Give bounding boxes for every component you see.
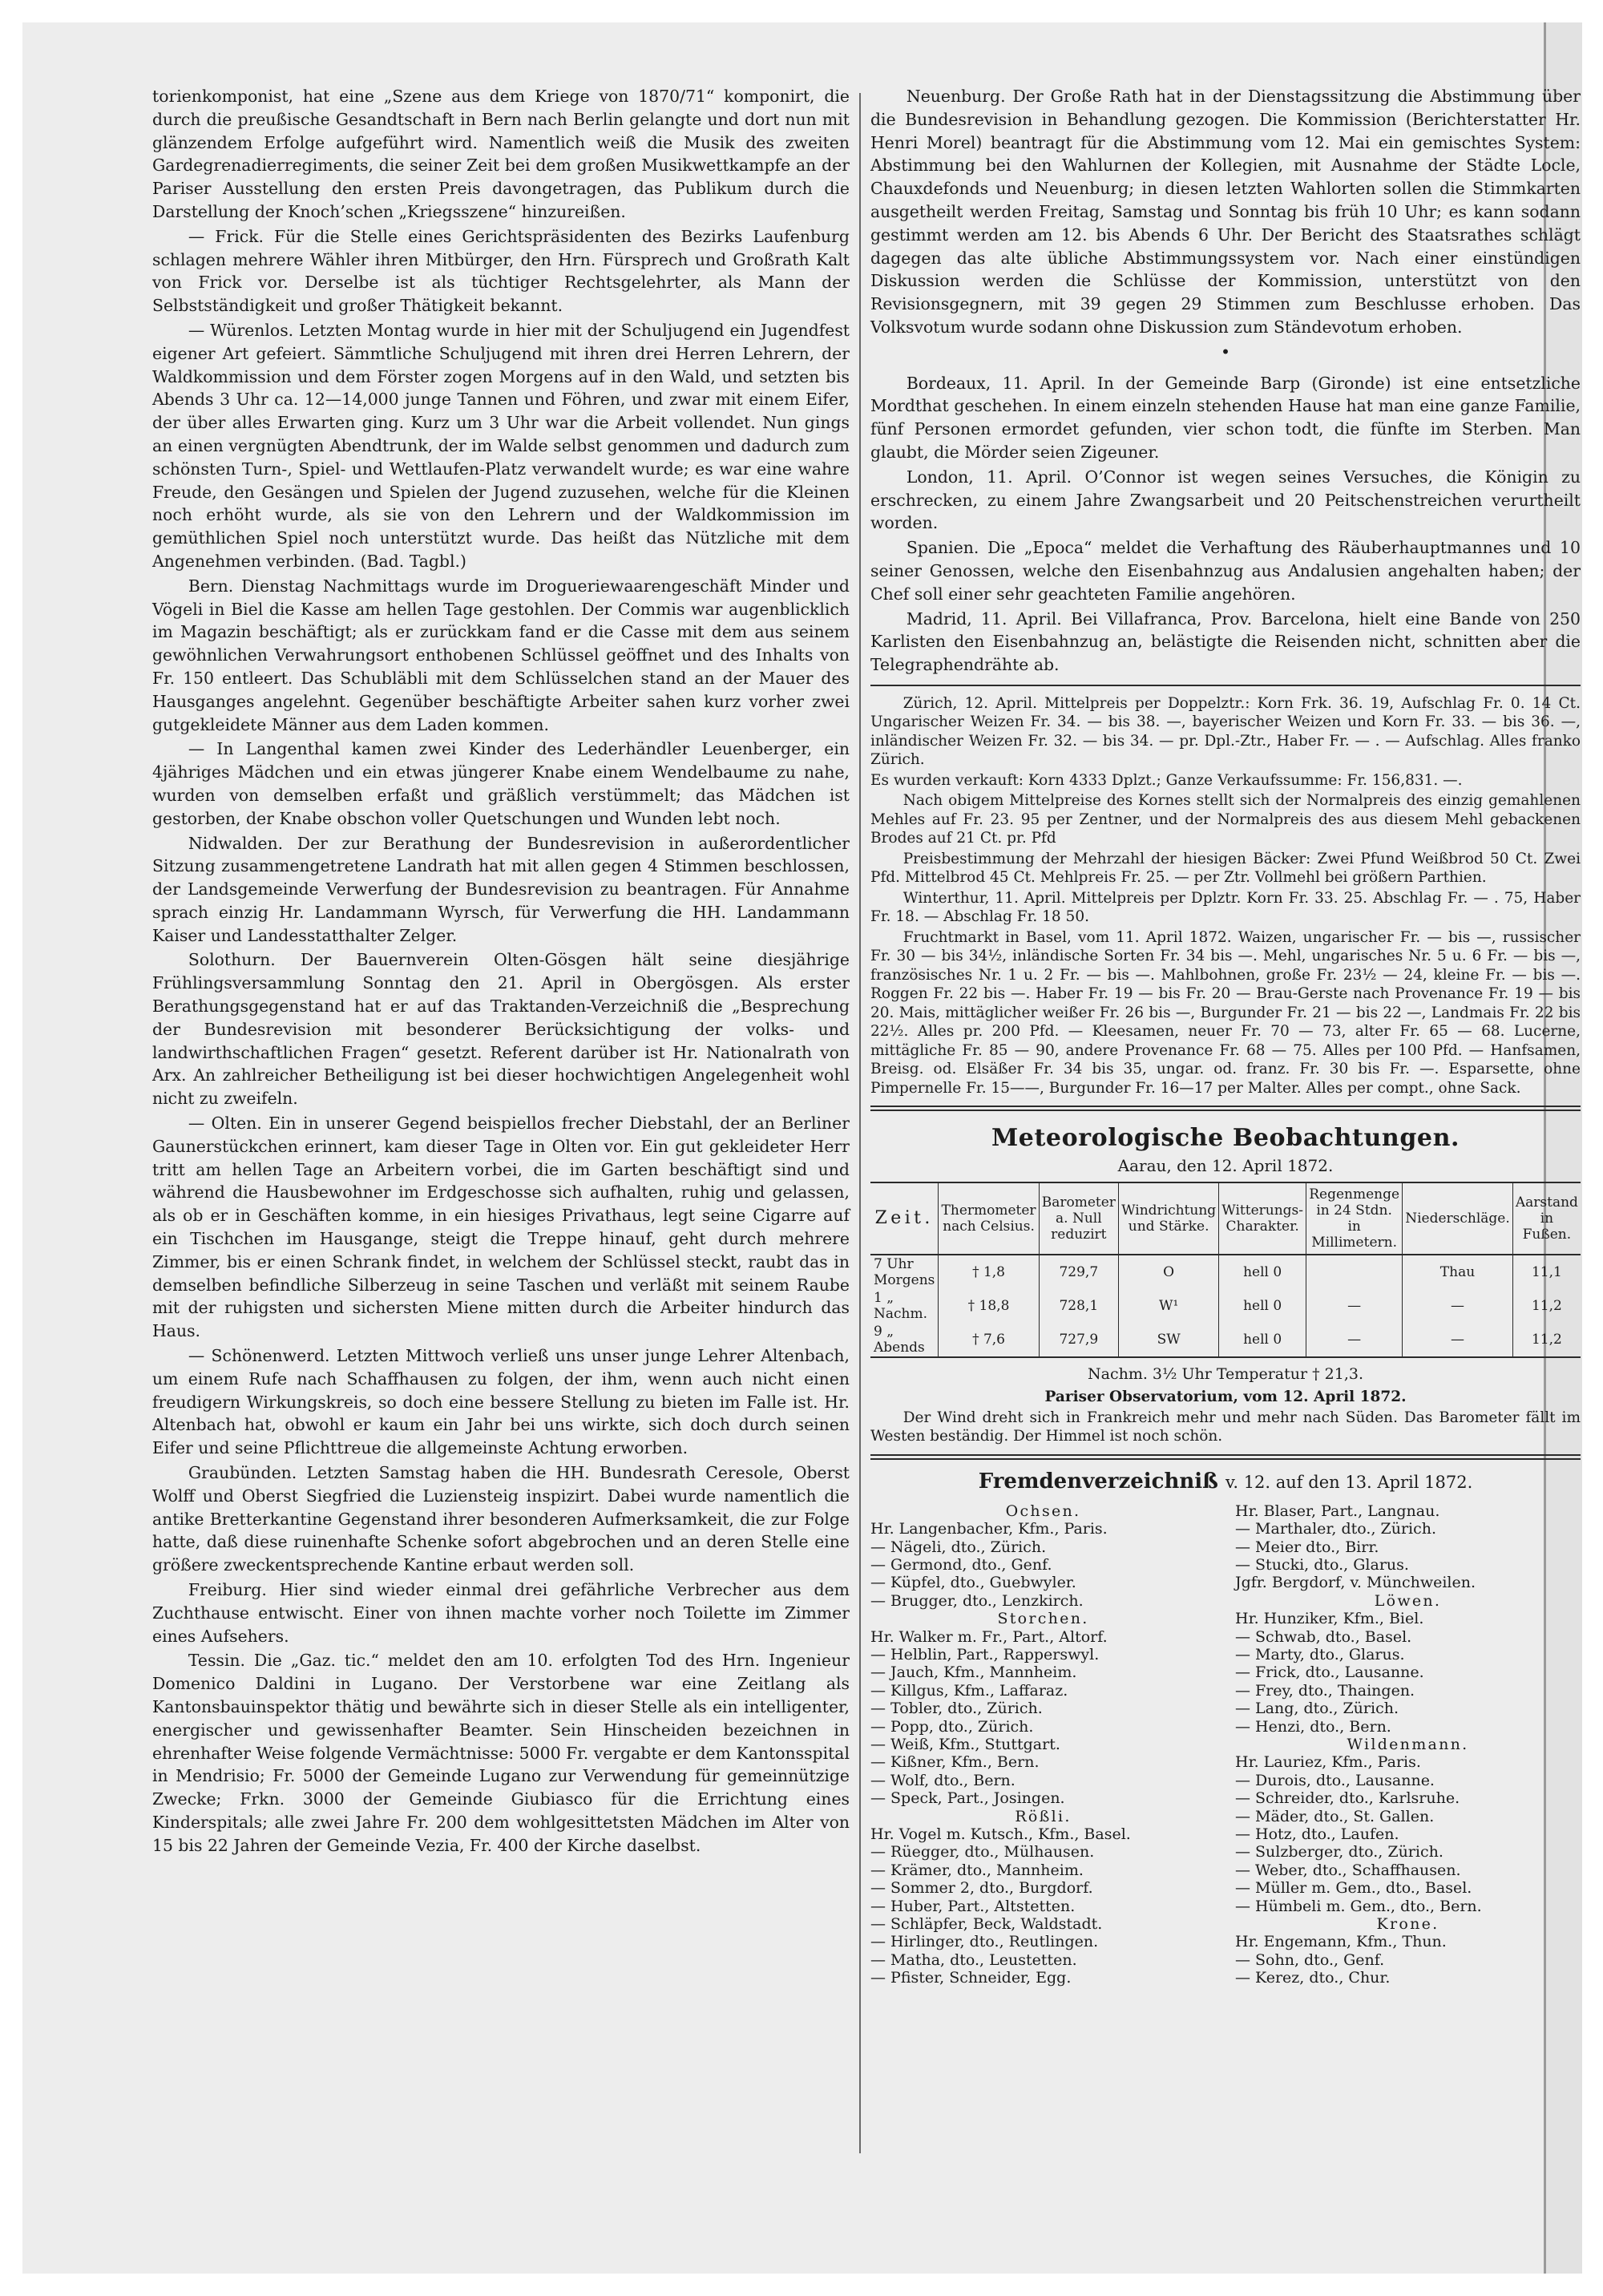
guest-entry: — Helblin, Part., Rapperswyl. [870, 1645, 1100, 1663]
guest-entry: — Hirlinger, dto., Reutlingen. [870, 1933, 1099, 1951]
guest-entry: — Germond, dto., Genf. [870, 1555, 1052, 1574]
article-bordeaux: Bordeaux, 11. April. In der Gemeinde Barp (Gironde) ist eine entsetzliche Mordthat geschehen. In einem einzeln stehenden Hause hat man eine ganze Familie, fünf Personen ermordet gefunden, vier schon todt, die fünfte im Sterben. Man glaubt, die Mörder seien Zigeuner. [870, 373, 1581, 462]
weather-cell: SW [1119, 1323, 1219, 1357]
weather-note: Nachm. 3½ Uhr Temperatur † 21,3. [1088, 1365, 1363, 1384]
guest-entry: Hr. Lauriez, Kfm., Paris. [1235, 1753, 1421, 1772]
column-divider [859, 93, 861, 2153]
guest-entry: — Stucki, dto., Glarus. [1235, 1555, 1409, 1574]
guest-entry: — Nägeli, dto., Zürich. [870, 1538, 1047, 1556]
weather-cell: † 1,8 [939, 1255, 1039, 1289]
guest-entry: — Pfister, Schneider, Egg. [870, 1969, 1072, 1987]
market-reports [870, 694, 1581, 1098]
guest-entry: — Weiß, Kfm., Stuttgart. [870, 1736, 1060, 1753]
market-normal-price: Nach obigem Mittelpreise des Kornes stellt sich der Normalpreis des einzig gemahlenen Mehles auf Fr. 23. 95 per Zentner, und der Normalpreis des aus diesem Mehl gebackenen Brodes auf 21 Ct. pr. Pfd [870, 792, 1581, 847]
article-langenthal: — In Langenthal kamen zwei Kinder des Lederhändler Leuenberger, ein 4jähriges Mädchen und ein etwas jüngerer Knabe einem Wendelbaume zu nahe, wurden von demselben erfaßt und gräßlich verstümmelt; das Mädchen ist gestorben, der Knabe obschon voller Quetschungen und Wunden lebt noch. [152, 739, 850, 828]
article-olten: — Olten. Ein in unserer Gegend beispiellos frecher Diebstahl, der an Berliner Gaunerstückchen erinnert, kam dieser Tage in Olten vor. Ein gut gekleideter Herr tritt am hellen Tage an Arbeitern vorbei, die im Garten beschäftigt sind und während die Hausbewohner im Erdgeschosse sich aufhalten, ruhig und gelassen, als ob er in Geschäften komme, in ein hiesiges Privathaus, legt seine Cigarre auf ein Tischchen im Hausgange, steigt die Treppe hinauf, geht durch mehrere Zimmer, bis er einen Schrank findet, in welchem der Schlüssel steckt, raubt das in demselben befindliche Silberzeug in seine Taschen und verläßt mit seinem Raube mit der ruhigsten und sichersten Miene mitten durch die Arbeiter hindurch das Haus. [152, 1114, 850, 1341]
weather-header: Regenmenge in 24 Stdn. in Millimetern. [1306, 1182, 1403, 1255]
weather-section [870, 1122, 1581, 1445]
guest-entry: — Sohn, dto., Genf. [1235, 1950, 1385, 1969]
guest-entry: — Marty, dto., Glarus. [1235, 1645, 1405, 1663]
guest-entry: — Henzi, dto., Bern. [1235, 1717, 1391, 1736]
guest-entry: Jgfr. Bergdorf, v. Münchweilen. [1235, 1574, 1476, 1592]
paris-observatory-text: Der Wind dreht sich in Frankreich mehr und mehr nach Süden. Das Barometer fällt im Westen beständig. Der Himmel ist noch schön. [870, 1409, 1581, 1445]
weather-cell: — [1403, 1323, 1513, 1357]
article-schoenenwerd: — Schönenwerd. Letzten Mittwoch verließ uns unser junge Lehrer Altenbach, um einem Rufe nach Schaffhausen zu folgen, der ihm, wenn auch nicht einen freudigern Wirkungskreis, so doch eine bessere Stellung zu bieten im Falle ist. Hr. Altenbach hat, obwohl er kaum ein Jahr bei uns wirkte, sich doch durch seinen Eifer und seine Pflichttreue die allgemeinste Achtung erworben. [152, 1346, 850, 1458]
guest-entry: — Küpfel, dto., Guebwyler. [870, 1574, 1076, 1592]
weather-title: Meteorologische Beobachtungen. [991, 1124, 1460, 1153]
hotel-name: Wildenmann. [1347, 1736, 1469, 1753]
weather-cell: 1 „ Nachm. [874, 1290, 928, 1323]
article-madrid: Madrid, 11. April. Bei Villafranca, Prov. Barcelona, hielt eine Bande von 250 Karlisten den Eisenbahnzug an, belästigte die Reisenden nicht, schnitten aber die Telegraphendrähte ab. [870, 608, 1581, 675]
guest-entry: — Kerez, dto., Chur. [1235, 1969, 1391, 1987]
article-neuenburg: Neuenburg. Der Große Rath hat in der Dienstagssitzung die Abstimmung über die Bundesrevision in Behandlung gezogen. Die Kommission (Berichterstatter Hr. Henri Morel) beantragt für die Abstimmung vom 12. Mai ein gemischtes System: Abstimmung bei den Wahlurnen der Kollegien, mit Ausnahme der Städte Locle, Chauxdefonds und Neuenburg; in diesen letzten Wahlorten sollen die Stimmkarten ausgetheilt werden Freitag, Samstag und Sonntag bis früh 10 Uhr; es kann sodann gestimmt werden am 12. bis Abends 6 Uhr. Der Bericht des Staatsrathes schlägt dagegen das alte übliche Abstimmungssystem vor. Nach einer einstündigen Diskussion werden die Schlüsse der Kommission, unterstützt von den Revisionsgegnern, mit 39 gegen 29 Stimmen zum Beschlusse erhoben. Das Volksvotum wurde sodann ohne Diskussion zum Ständevotum erhoben. [870, 87, 1581, 337]
guest-entry: — Jauch, Kfm., Mannheim. [870, 1663, 1077, 1682]
guest-entry: — Kißner, Kfm., Bern. [870, 1753, 1040, 1772]
market-winterthur: Winterthur, 11. April. Mittelpreis per Dplztr. Korn Fr. 33. 25. Abschlag Fr. — . 75, Haber Fr. 18. — Abschlag Fr. 18 50. [870, 889, 1581, 926]
weather-header: Zeit. [870, 1182, 939, 1255]
weather-row [870, 1255, 1581, 1289]
weather-header: Aarstand in Fußen. [1512, 1182, 1581, 1255]
weather-header: Barometer a. Null reduzirt [1039, 1182, 1118, 1255]
article-wuerenlos: — Würenlos. Letzten Montag wurde in hier mit der Schuljugend ein Jugendfest eigener Art gefeiert. Sämmtliche Schuljugend mit ihren drei Herren Lehrern, der Waldkommission und dem Förster zogen Morgens auf in den Wald, und setzten bis Abends 3 Uhr ca. 12—14,000 junge Tannen und Föhren, und zwar mit einem Eifer, der über alles Erwarten ging. Kurz um 3 Uhr war die Arbeit vollendet. Nun gings an einen vergnügten Abendtrunk, der im Walde selbst genommen und dadurch zum schönsten Turn-, Spiel- und Wettlaufen-Platz verwandelt wurde; es war eine wahre Freude, den Gesängen und Spielen der Jugend zuzusehen, welche für die Kleinen noch erhöht wurde, als sie von den Lehrern und der Waldkommission im gemüthlichen Spiel noch unterstützt wurde. Das heißt das Nützliche mit dem Angenehmen verbinden. (Bad. Tagbl.) [152, 320, 850, 571]
guest-entry: Hr. Walker m. Fr., Part., Altorf. [870, 1627, 1108, 1646]
weather-row [870, 1289, 1581, 1323]
weather-header: Thermometer nach Celsius. [939, 1182, 1039, 1255]
market-zurich: Zürich, 12. April. Mittelpreis per Doppelztr.: Korn Frk. 36. 19, Aufschlag Fr. 0. 14 Ct. Ungarischer Weizen Fr. 34. — bis 38. —, bayerischer Weizen und Korn Fr. 33. — bis 36. —, inländischer Weizen Fr. 32. — bis 34. — pr. Dpl.-Ztr., Haber Fr. — . — Aufschlag. Alles franko Zürich. [870, 694, 1581, 769]
article-kriegsszene: torienkomponist, hat eine „Szene aus dem Kriege von 1870/71“ komponirt, die durch die preußische Gesandtschaft in Bern nach Berlin gelangte und dort nun mit glänzendem Erfolge aufgeführt wird. Namentlich weiß die Musik des zweiten Gardegrenadierregiments, die seiner Zeit bei dem großen Musikwettkampfe an der Pariser Ausstellung den ersten Preis davongetragen, das Publikum durch die Darstellung der Knoch’schen „Kriegsszene“ hinzureißen. [152, 87, 850, 221]
newspaper-page [22, 22, 1582, 2274]
weather-cell: — [1306, 1323, 1403, 1357]
weather-cell: hell 0 [1219, 1323, 1306, 1357]
paris-observatory-title: Pariser Observatorium, vom 12. April 1872. [1044, 1389, 1407, 1406]
article-solothurn: Solothurn. Der Bauernverein Olten-Gösgen hält seine diesjährige Frühlingsversammlung Sonntag den 21. April in Obergösgen. Als erster Berathungsgegenstand hat er auf das Traktanden-Verzeichniß die „Besprechung der Bundesrevision mit besonderer Berücksichtigung der volks- und landwirthschaftlichen Fragen“ gesetzt. Referent darüber ist Hr. Nationalrath von Arx. An zahlreicher Betheiligung ist bei dieser hochwichtigen Angelegenheit wohl nicht zu zweifeln. [152, 950, 850, 1109]
weather-cell: 7 Uhr Morgens [874, 1256, 935, 1289]
guest-entry: — Matha, dto., Leustetten. [870, 1950, 1077, 1969]
weather-table [870, 1182, 1581, 1358]
hotel-name: Storchen. [997, 1610, 1089, 1628]
weather-header-row [870, 1182, 1581, 1255]
weather-cell: hell 0 [1219, 1289, 1306, 1323]
guest-entry: — Meier dto., Birr. [1235, 1538, 1379, 1556]
guest-entry: — Tobler, dto., Zürich. [870, 1700, 1043, 1718]
hotel-name: Krone. [1376, 1915, 1439, 1934]
separator-dot: • [1220, 342, 1231, 362]
hotel-name: Löwen. [1374, 1591, 1442, 1610]
weather-cell: 727,9 [1039, 1323, 1118, 1357]
guest-entry: Hr. Vogel m. Kutsch., Kfm., Basel. [870, 1825, 1131, 1844]
guest-entry: — Mäder, dto., St. Gallen. [1235, 1807, 1435, 1825]
guest-entry: Hr. Langenbacher, Kfm., Paris. [870, 1520, 1108, 1538]
weather-cell: — [1403, 1289, 1513, 1323]
guest-column-right [1235, 1502, 1581, 1987]
guest-entry: — Schläpfer, Beck, Waldstadt. [870, 1915, 1103, 1934]
guest-list-section [870, 1468, 1581, 1987]
article-frick: — Frick. Für die Stelle eines Gerichtspräsidenten des Bezirks Laufenburg schlagen mehrere Wähler ihren Mitbürger, den Hrn. Fürsprech und Großrath Kalt von Frick vor. Derselbe ist als tüchtiger Rechtsgelehrter, als Mann der Selbstständigkeit und großer Thätigkeit bekannt. [152, 226, 850, 316]
guest-entry: — Krämer, dto., Mannheim. [870, 1861, 1084, 1879]
guest-entry: — Brugger, dto., Lenzkirch. [870, 1591, 1084, 1610]
hotel-name: Ochsen. [1005, 1502, 1081, 1520]
guest-entry: — Frick, dto., Lausanne. [1235, 1663, 1424, 1682]
section-rule [870, 685, 1581, 686]
guest-entry: — Weber, dto., Schaffhausen. [1235, 1861, 1461, 1879]
weather-cell: — [1306, 1289, 1403, 1323]
guest-entry: — Rüegger, dto., Mülhausen. [870, 1843, 1095, 1861]
article-freiburg: Freiburg. Hier sind wieder einmal drei gefährliche Verbrecher aus dem Zuchthause entwischt. Einer von ihnen machte vorher noch Toilette im Zimmer eines Aufsehers. [152, 1580, 850, 1646]
market-sold: Es wurden verkauft: Korn 4333 Dplzt.; Ganze Verkaufssumme: Fr. 156,831. —. [870, 771, 1463, 789]
article-nidwalden: Nidwalden. Der zur Berathung der Bundesrevision in außerordentlicher Sitzung zusammengetretene Landrath hat mit allen gegen 4 Stimmen beschlossen, der Landsgemeinde Verwerfung der Bundesrevision zu beantragen. Für Annahme sprach einzig Hr. Landammann Wyrsch, für Verwerfung die HH. Landammann Kaiser und Landesstatthalter Zelger. [152, 833, 850, 945]
guest-columns [870, 1502, 1581, 1987]
weather-header: Windrichtung und Stärke. [1119, 1182, 1219, 1255]
weather-cell [1306, 1255, 1403, 1289]
section-rule-double [870, 1106, 1581, 1111]
weather-cell: 11,1 [1512, 1255, 1581, 1289]
guest-entry: — Hümbeli m. Gem., dto., Bern. [1235, 1897, 1482, 1915]
weather-cell: 729,7 [1039, 1255, 1118, 1289]
guest-entry: — Sulzberger, dto., Zürich. [1235, 1843, 1444, 1861]
guest-list-title [870, 1468, 1581, 1496]
guest-entry: — Popp, dto., Zürich. [870, 1717, 1034, 1736]
article-london: London, 11. April. O’Connor ist wegen seines Versuches, die Königin zu erschrecken, zu einem Jahre Zwangsarbeit und 20 Peitschenstreichen verurtheilt worden. [870, 467, 1581, 533]
guest-entry: Hr. Engemann, Kfm., Thun. [1235, 1933, 1447, 1951]
guest-entry: — Killgus, Kfm., Laffaraz. [870, 1681, 1068, 1700]
guest-entry: — Durois, dto., Lausanne. [1235, 1771, 1435, 1789]
article-tessin: Tessin. Die „Gaz. tic.“ meldet den am 10. erfolgten Tod des Hrn. Ingenieur Domenico Daldini in Lugano. Der Verstorbene war eine Zeitlang als Kantonsbauinspektor thätig und bewährte sich in dieser Stelle als ein intelligenter, energischer und gewissenhafter Beamter. Sein Hinscheiden bezeichnen in ehrenhafter Weise folgende Vermächtnisse: 5000 Fr. vergabte er dem Kantonsspital in Mendrisio; Fr. 5000 der Gemeinde Lugano zur Verwendung für gemeinnützige Zwecke; Frkn. 3000 der Gemeinde Giubiasco für die Errichtung eines Kinderspitals; alle zwei Jahre Fr. 200 dem wohlgesittetsten Mädchen im Alter von 15 bis 22 Jahren der Gemeinde Vezia, Fr. 400 der Kirche daselbst. [152, 1651, 850, 1855]
weather-cell: 11,2 [1512, 1289, 1581, 1323]
weather-cell: 728,1 [1039, 1289, 1118, 1323]
guest-entry: — Huber, Part., Altstetten. [870, 1897, 1076, 1915]
guest-entry: — Speck, Part., Josingen. [870, 1789, 1065, 1808]
weather-cell: W¹ [1119, 1289, 1219, 1323]
weather-subtitle: Aarau, den 12. April 1872. [1117, 1156, 1334, 1176]
article-spanien: Spanien. Die „Epoca“ meldet die Verhaftung des Räuberhauptmannes und 10 seiner Genossen, welche den Eisenbahnzug aus Andalusien angehalten haben; der Chef soll einer sehr geachteten Familie angehören. [870, 538, 1581, 604]
guest-list-subtitle: v. 12. auf den 13. April 1872. [1225, 1472, 1473, 1492]
weather-header: Witterungs-Charakter. [1219, 1182, 1306, 1255]
article-graubuenden: Graubünden. Letzten Samstag haben die HH. Bundesrath Ceresole, Oberst Wolff und Oberst Siegfried die Luziensteig inspizirt. Dabei wurde namentlich die antike Bretterkantine Gegenstand ihrer besonderen Aufmerksamkeit, die zur Folge hatte, daß diese ruinenhafte Schenke sofort abgebrochen und an deren Stelle eine größere zweckentsprechende Kantine erbaut werden soll. [152, 1463, 850, 1575]
guest-entry: — Müller m. Gem., dto., Basel. [1235, 1879, 1472, 1898]
guest-entry: — Sommer 2, dto., Burgdorf. [870, 1879, 1093, 1898]
weather-header: Niederschläge. [1403, 1182, 1513, 1255]
guest-entry: Hr. Hunziker, Kfm., Biel. [1235, 1610, 1424, 1628]
weather-cell: hell 0 [1219, 1255, 1306, 1289]
left-column [152, 85, 850, 1859]
guest-list-title-text: Fremdenverzeichniß [978, 1469, 1218, 1494]
guest-entry: — Schwab, dto., Basel. [1235, 1627, 1412, 1646]
hotel-name: Rößli. [1015, 1807, 1072, 1825]
article-bern: Bern. Dienstag Nachmittags wurde im Drogueriewaarengeschäft Minder und Vögeli in Biel die Kasse am hellen Tage gestohlen. Der Commis war augenblicklich im Magazin beschäftigt; als er zurückkam fand er die Casse mit dem aus seinem gewöhnlichen Verwahrungsort enthobenen Schlüssel geöffnet und des Inhalts von Fr. 150 entleert. Das Schubläbli mit dem Schlüsselchen stand an der Mauer des Hausganges angelehnt. Gegenüber beschäftigte Arbeiter sahen kurz vorher zwei gutgekleidete Männer aus dem Laden kommen. [152, 576, 850, 734]
weather-cell: O [1119, 1255, 1219, 1289]
weather-cell: 11,2 [1512, 1323, 1581, 1357]
guest-entry: — Frey, dto., Thaingen. [1235, 1681, 1415, 1700]
weather-cell: † 18,8 [939, 1289, 1039, 1323]
weather-cell: 9 „ Abends [870, 1323, 939, 1357]
section-rule-double [870, 1454, 1581, 1460]
guest-entry: — Marthaler, dto., Zürich. [1235, 1520, 1437, 1538]
guest-entry: — Lang, dto., Zürich. [1235, 1700, 1399, 1718]
guest-column-left [870, 1502, 1216, 1987]
market-basel: Fruchtmarkt in Basel, vom 11. April 1872. Waizen, ungarischer Fr. — bis —, russischer Fr. 30 — bis 34½, inländische Sorten Fr. 34 bis —. Mehl, ungarisches Nr. 5 u. 6 Fr. — bis —, französisches Nr. 1 u. 2 Fr. — bis —. Mahlbohnen, große Fr. 23½ — 24, kleine Fr. — bis —. Roggen Fr. 22 bis —. Haber Fr. 19 — bis Fr. 20 — Brau-Gerste nach Provenance Fr. 19 — bis 20. Mais, mittäglicher weißer Fr. 26 bis —, Burgunder Fr. 21 — bis 22 —, Landmais Fr. 22 bis 22½. Alles pr. 200 Pfd. — Kleesamen, neuer Fr. 70 — 73, alter Fr. 65 — 68. Lucerne, mittägliche Fr. 85 — 90, andere Provenance Fr. 68 — 75. Alles per 100 Pfd. — Hanfsamen, Breisg. od. Elsäßer Fr. 34 bis 35, ungar. od. franz. Fr. 30 bis Fr. —. Esparsette, ohne Pimpernelle Fr. 15——, Burgunder Fr. 16—17 per Malter. Alles per compt., ohne Sack. [870, 928, 1581, 1097]
weather-row [870, 1323, 1581, 1357]
guest-entry: — Wolf, dto., Bern. [870, 1771, 1016, 1789]
market-baker-prices: Preisbestimmung der Mehrzahl der hiesigen Bäcker: Zwei Pfund Weißbrod 50 Ct. Zwei Pfd. Mittelbrod 45 Ct. Mehlpreis Fr. 25. — per Ztr. Vollmehl bei größern Parthien. [870, 850, 1581, 887]
weather-cell: Thau [1403, 1255, 1513, 1289]
weather-cell: † 7,6 [939, 1323, 1039, 1357]
guest-entry: Hr. Blaser, Part., Langnau. [1235, 1502, 1440, 1520]
guest-entry: — Schreider, dto., Karlsruhe. [1235, 1789, 1460, 1808]
right-column [870, 85, 1581, 1987]
guest-entry: — Hotz, dto., Laufen. [1235, 1825, 1399, 1844]
